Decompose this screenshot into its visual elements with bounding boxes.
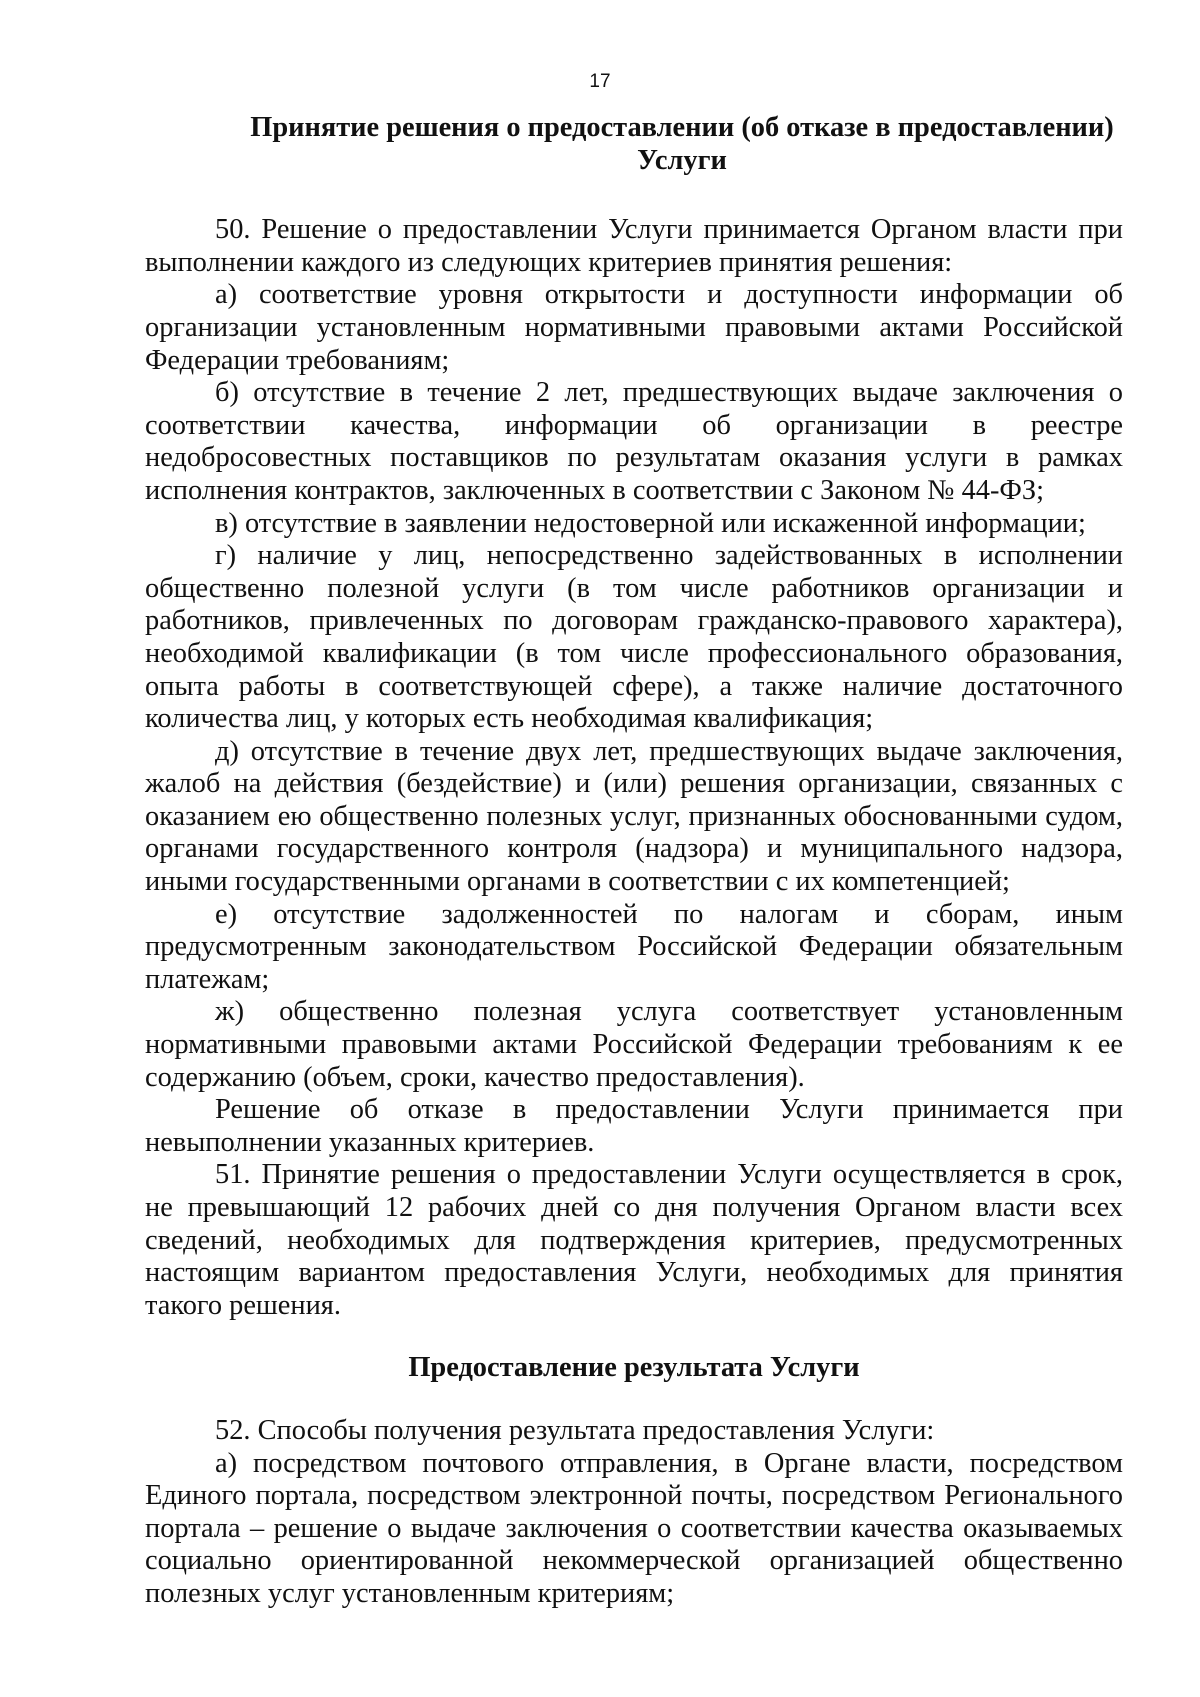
- paragraph-50-d: д) отсутствие в течение двух лет, предшествующих выдаче заключения, жалоб на действия (бездействие) и (или) решения организации, связанных с оказанием ею общественно полезных услуг, признанных обоснованными судом, органами государственного контроля (надзора) и муниципального надзора, иными государственными органами в соответствии с их компетенцией;: [145, 735, 1123, 898]
- paragraph-51: 51. Принятие решения о предоставлении Услуги осуществляется в срок, не превышающий 12 рабочих дней со дня получения Органом власти всех сведений, необходимых для подтверждения критериев, предусмотренных настоящим вариантом предоставления Услуги, необходимых для принятия такого решения.: [145, 1159, 1123, 1321]
- paragraph-52: 52. Способы получения результата предоставления Услуги:: [215, 1414, 935, 1446]
- spacer: [145, 1385, 1123, 1415]
- paragraph-52-a: а) посредством почтового отправления, в Органе власти, посредством Единого портала, посредством электронной почты, посредством Регионального портала – решение о выдаче заключения о соответствии качества оказываемых социально ориентированной некоммерческой организацией общественно полезных услуг установленным критериям;: [145, 1447, 1123, 1609]
- paragraph-50-e: е) отсутствие задолженностей по налогам и сборам, иным предусмотренным законодательством Российской Федерации обязательным платежам;: [145, 898, 1123, 995]
- paragraph-50-b: б) отсутствие в течение 2 лет, предшествующих выдаче заключения о соответствии качества, информации об организации в реестре недобросовестных поставщиков по результатам оказания услуги в рамках исполнения контрактов, заключенных в соответствии с Законом № 44-ФЗ;: [145, 377, 1123, 506]
- spacer: [145, 177, 1123, 214]
- spacer: [145, 1322, 1123, 1352]
- paragraph-50-v: в) отсутствие в заявлении недостоверной или искаженной информации;: [215, 507, 1086, 539]
- document-body: [145, 112, 1123, 1611]
- paragraph-50-a: а) соответствие уровня открытости и доступности информации об организации установленным нормативными правовыми актами Российской Федерации требованиям;: [145, 279, 1123, 376]
- paragraph-refusal: Решение об отказе в предоставлении Услуги принимается при невыполнении указанных критериев.: [145, 1094, 1123, 1158]
- section-heading-result: Предоставление результата Услуги: [408, 1352, 860, 1384]
- paragraph-50-zh: ж) общественно полезная услуга соответствует установленным нормативными правовыми актами Российской Федерации требованиям к ее содержанию (объем, сроки, качество предоставления).: [145, 996, 1123, 1093]
- paragraph-50: 50. Решение о предоставлении Услуги принимается Органом власти при выполнении каждого из следующих критериев принятия решения:: [145, 214, 1123, 278]
- section-heading-decision: Принятие решения о предоставлении (об отказе в предоставлении) Услуги: [250, 112, 1114, 176]
- paragraph-50-g: г) наличие у лиц, непосредственно задействованных в исполнении общественно полезной услуги (в том числе работников организации и работников, привлеченных по договорам гражданско-правового характера), необходимой квалификации (в том числе профессионального образования, опыта работы в соответствующей сфере), а также наличие достаточного количества лиц, у которых есть необходимая квалификация;: [145, 540, 1123, 735]
- page-number: 17: [589, 71, 611, 92]
